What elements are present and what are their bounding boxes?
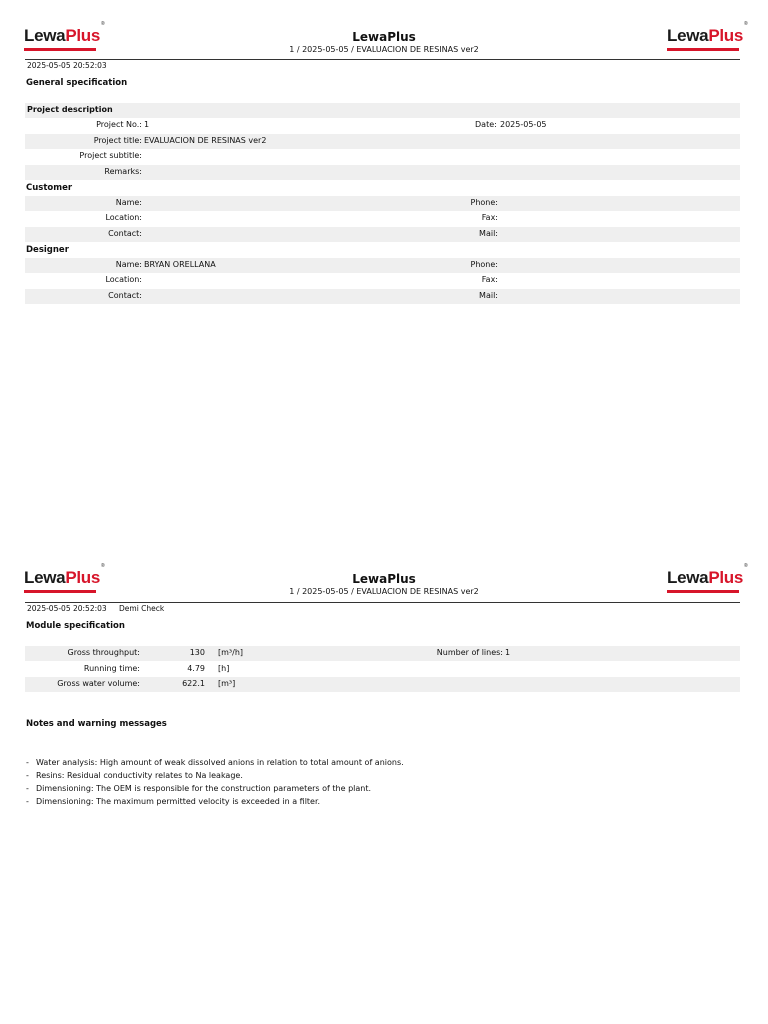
timestamp: 2025-05-05 20:52:03 bbox=[27, 61, 107, 70]
section-general-specification: General specification bbox=[26, 78, 128, 88]
section-designer: Designer bbox=[26, 245, 69, 255]
lewaplus-logo-left: LewaPlus® bbox=[24, 568, 104, 588]
designer-location-row: Location: Fax: bbox=[105, 275, 498, 284]
header-divider bbox=[25, 602, 740, 603]
logo-underline bbox=[667, 590, 739, 593]
customer-name-row: Name: Phone: bbox=[25, 196, 740, 211]
remarks-row: Remarks: bbox=[25, 165, 740, 180]
report-page-2 bbox=[0, 542, 768, 1024]
gross-throughput-row: Gross throughput: 130 [m³/h] Number of lines: 1 bbox=[25, 646, 740, 661]
project-title-row: Project title: EVALUACION DE RESINAS ver2 bbox=[25, 134, 740, 149]
note-item: - Water analysis: High amount of weak dissolved anions in relation to total amount of anions. bbox=[26, 758, 404, 767]
project-description-header: Project description bbox=[25, 103, 740, 118]
timestamp: 2025-05-05 20:52:03 bbox=[27, 604, 107, 613]
section-module-specification: Module specification bbox=[26, 621, 125, 631]
page-subtitle: 1 / 2025-05-05 / EVALUACION DE RESINAS ver2 bbox=[289, 45, 479, 54]
lewaplus-logo-left: LewaPlus® bbox=[24, 26, 104, 46]
customer-location-row: Location: Fax: bbox=[105, 213, 498, 222]
logo-underline bbox=[667, 48, 739, 51]
note-item: - Dimensioning: The maximum permitted velocity is exceeded in a filter. bbox=[26, 797, 321, 806]
note-item: - Dimensioning: The OEM is responsible for the construction parameters of the plant. bbox=[26, 784, 372, 793]
gross-water-volume-row: Gross water volume: 622.1 [m³] bbox=[25, 677, 740, 692]
note-item: - Resins: Residual conductivity relates to Na leakage. bbox=[26, 771, 243, 780]
page-title: LewaPlus bbox=[352, 572, 416, 586]
designer-contact-row: Contact: Mail: bbox=[25, 289, 740, 304]
module-name: Demi Check bbox=[119, 604, 165, 613]
designer-name-row: Name: BRYAN ORELLANA Phone: bbox=[25, 258, 740, 273]
running-time-row: Running time: 4.79 [h] bbox=[83, 664, 230, 673]
section-notes-warnings: Notes and warning messages bbox=[26, 719, 167, 729]
lewaplus-logo-right: LewaPlus® bbox=[667, 26, 747, 46]
lewaplus-logo-right: LewaPlus® bbox=[667, 568, 747, 588]
project-subtitle-row: Project subtitle: bbox=[79, 151, 142, 160]
section-customer: Customer bbox=[26, 183, 73, 193]
page-title: LewaPlus bbox=[352, 30, 416, 44]
page-subtitle: 1 / 2025-05-05 / EVALUACION DE RESINAS ver2 bbox=[289, 587, 479, 596]
project-no-row: Project No.: 1 Date: 2025-05-05 bbox=[96, 120, 547, 129]
customer-contact-row: Contact: Mail: bbox=[25, 227, 740, 242]
header-divider bbox=[25, 59, 740, 60]
